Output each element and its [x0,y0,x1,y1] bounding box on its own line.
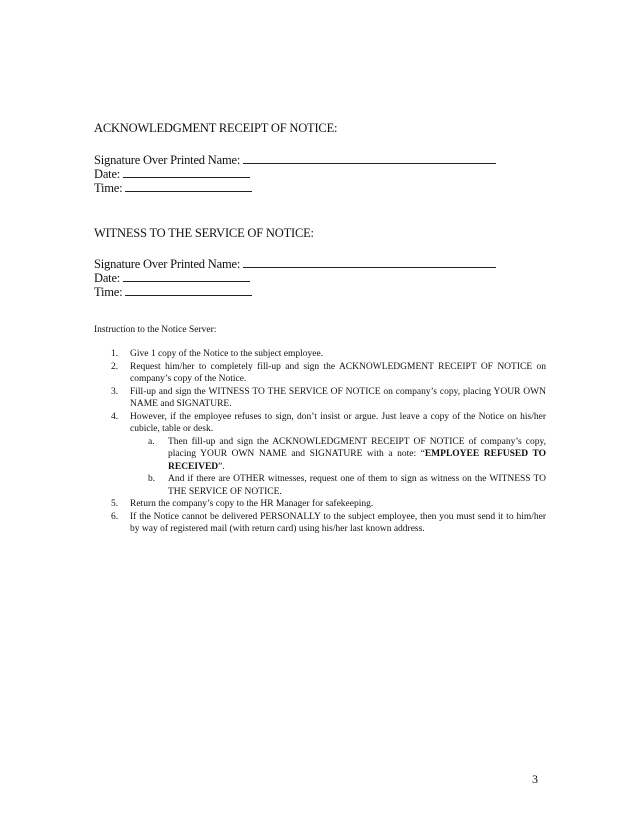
instruction-list [94,348,546,536]
instructions-title: Instruction to the Notice Server: [94,325,217,335]
sub-list-item: b. And if there are OTHER witnesses, request one of them to sign as witness on the WITNESS TO THE SERVICE OF NOTICE. [148,474,546,497]
list-item: 2. Request him/her to completely fill-up and sign the ACKNOWLEDGMENT RECEIPT OF NOTICE on company’s copy of the Notice. [111,361,546,384]
ack-time-label: Time: [94,181,123,195]
employee-refused-note: EMPLOYEE REFUSED TO RECEIVED [168,449,547,472]
ack-time-line[interactable] [125,180,252,192]
witness-time-label: Time: [94,285,123,299]
ack-date-line[interactable] [123,166,250,178]
acknowledgment-title: ACKNOWLEDGMENT RECEIPT OF NOTICE: [94,121,338,135]
witness-date-line[interactable] [123,270,250,282]
ack-time-field [94,180,252,196]
list-item: 5. Return the company’s copy to the HR Manager for safekeeping. [111,499,374,509]
sub-instruction-list [130,436,546,499]
witness-title: WITNESS TO THE SERVICE OF NOTICE: [94,226,314,240]
list-item: 3. Fill-up and sign the WITNESS TO THE SERVICE OF NOTICE on company’s copy, placing YOUR OWN NAME and SIGNATURE. [111,386,546,409]
ack-date-label: Date: [94,167,121,181]
list-item: 4. However, if the employee refuses to sign, don’t insist or argue. Just leave a copy of the Notice on his/her cubicle, table or desk. a. Then fill-up and sign the ACKNOWLEDGMENT RECEIPT OF NOTICE of company’s copy, placing YOUR OWN NAME and SIGNATURE with a note: “EMPLOYEE REFUSED TO RECEIVED”. b. And if there are OTHER witnesses, request one of them to sign as witness on the WITNESS TO THE SERVICE OF NOTICE. [111,411,547,497]
witness-signature-label: Signature Over Printed Name: [94,257,241,271]
sub-list-item: a. Then fill-up and sign the ACKNOWLEDGMENT RECEIPT OF NOTICE of company’s copy, placing YOUR OWN NAME and SIGNATURE with a note: “EMPLOYEE REFUSED TO RECEIVED”. [148,436,547,472]
witness-time-field [94,284,252,300]
witness-signature-line[interactable] [243,256,496,268]
ack-signature-line[interactable] [243,152,496,164]
list-item: 6. If the Notice cannot be delivered PERSONALLY to the subject employee, then you must send it to him/her by way of registered mail (with return card) using his/her last known address. [111,511,546,534]
witness-date-label: Date: [94,271,121,285]
page-number: 3 [532,772,538,786]
list-item: 1. Give 1 copy of the Notice to the subject employee. [111,349,324,359]
ack-signature-label: Signature Over Printed Name: [94,153,241,167]
witness-time-line[interactable] [125,284,252,296]
